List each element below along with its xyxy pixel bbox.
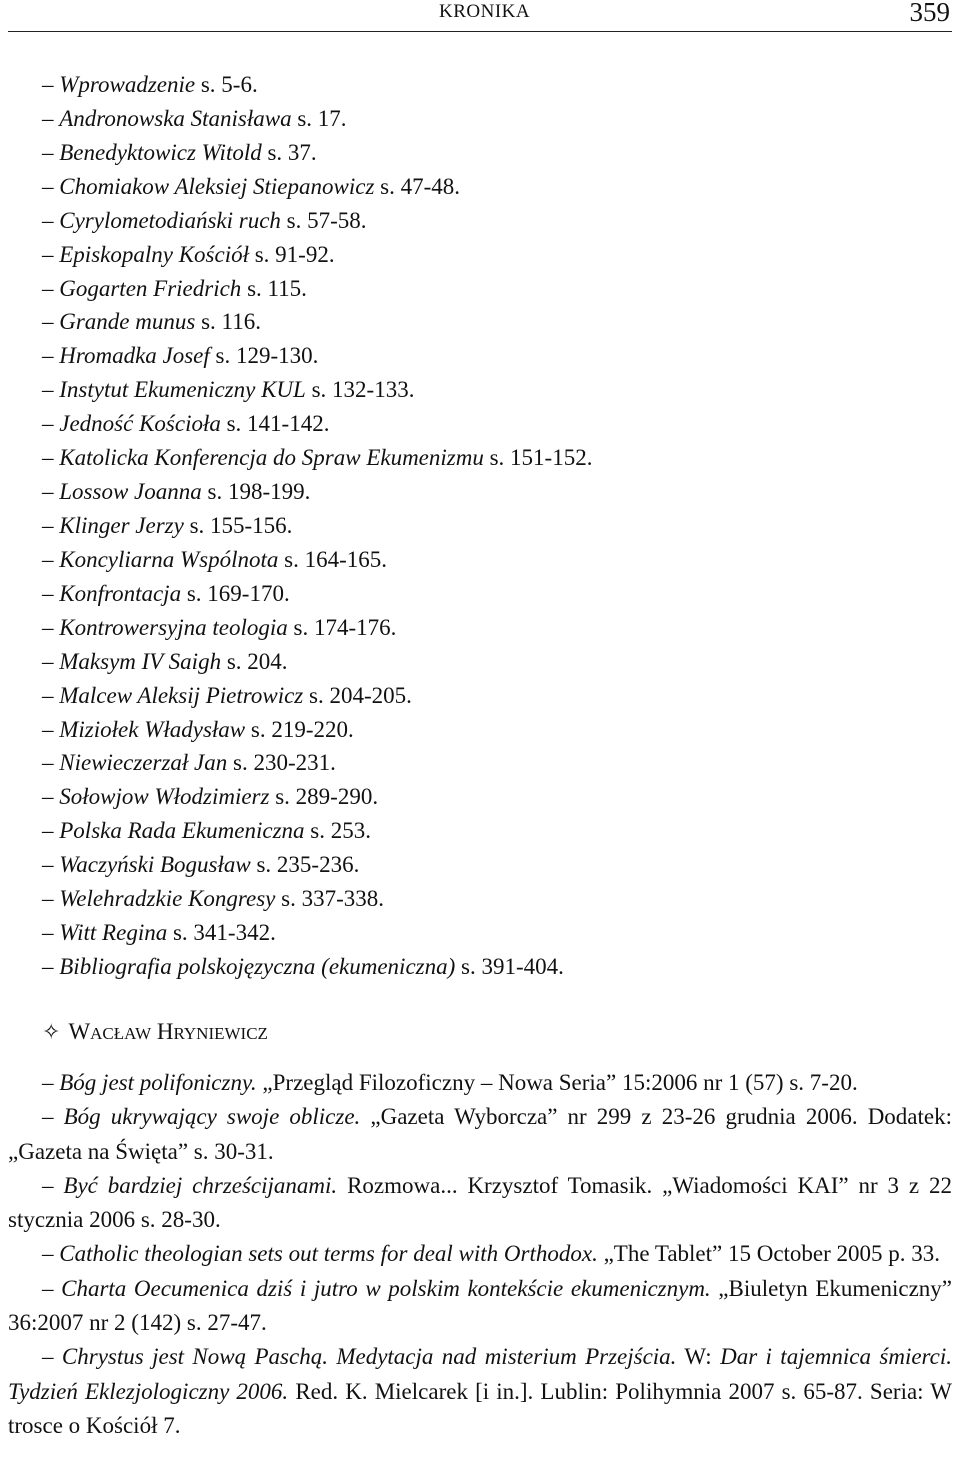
entry-pages: s. 115. [247,275,307,301]
entry-title: Witt Regina [59,920,168,946]
bibliography-list [8,1066,952,1443]
list-item: – Wprowadzenie s. 5-6. [42,72,258,97]
bibliography-item: – Być bardziej chrześcijanami. Rozmowa... Krzysztof Tomasik. „Wiadomości KAI” nr 3 z 22 stycznia 2006 s. 28-30. [8,1172,953,1233]
entry-pages: s. 341-342. [172,920,276,946]
entry-title: Waczyński Bogusław [59,852,251,878]
author-first-rest: ACŁAW [90,1024,152,1043]
entry-title: Cyrylometodiański ruch [59,207,281,233]
bib-details: „Biuletyn Ekumeniczny” 36:2007 nr 2 (142) s. 27-47. [8,1275,952,1336]
entry-title: Wprowadzenie [59,72,196,97]
entry-pages: s. 132-133. [311,377,415,403]
bibliography-item: – Bóg jest polifoniczny. „Przegląd Filozoficzny – Nowa Seria” 15:2006 nr 1 (57) s. 7-20. [42,1070,858,1095]
bib-title: Bóg jest polifoniczny. [59,1070,257,1095]
entry-title: Malcew Aleksij Pietrowicz [59,682,304,708]
list-item: – Miziołek Władysław s. 219-220. [42,716,354,742]
list-item: – Chomiakow Aleksiej Stiepanowicz s. 47-48. [42,173,461,199]
list-item: – Maksym IV Saigh s. 204. [42,648,288,674]
list-item: – Lossow Joanna s. 198-199. [42,479,311,505]
entry-pages: s. 151-152. [489,445,593,471]
entry-title: Katolicka Konferencja do Spraw Ekumenizmu [59,445,484,471]
entry-pages: s. 47-48. [380,173,461,199]
author-heading [42,1016,268,1050]
list-item: – Episkopalny Kościół s. 91-92. [42,241,335,267]
entry-pages: s. 235-236. [256,852,360,878]
bib-title: Charta Oecumenica dziś i jutro w polskim kontekście ekumenicznym. [61,1275,711,1301]
entry-pages: s. 91-92. [254,241,335,267]
bib-title: Być bardziej chrześcijanami. [63,1172,338,1198]
bib-in: W: [684,1344,712,1370]
page-number: 359 [909,0,950,27]
entry-title: Lossow Joanna [59,479,202,505]
list-item: – Instytut Ekumeniczny KUL s. 132-133. [42,377,415,403]
bib-title: Catholic theologian sets out terms for deal with Orthodox. [59,1241,598,1267]
entry-title: Maksym IV Saigh [59,648,222,674]
bib-title: Chrystus jest Nową Paschą. Medytacja nad misterium Przejścia. [61,1344,677,1370]
entry-title: Kontrowersyjna teologia [59,614,288,640]
entry-pages: s. 174-176. [293,614,397,640]
entry-title: Sołowjow Włodzimierz [59,784,270,810]
list-item: – Cyrylometodiański ruch s. 57-58. [42,207,367,233]
entry-title: Episkopalny Kościół [59,241,249,267]
author-last-rest: RYNIEWICZ [173,1024,268,1043]
list-item: – Polska Rada Ekumeniczna s. 253. [42,818,371,844]
list-item: – Bibliografia polskojęzyczna (ekumeniczna) s. 391-404. [42,953,564,979]
entry-pages: s. 5-6. [200,72,258,97]
list-item: – Sołowjow Włodzimierz s. 289-290. [42,784,379,810]
entry-pages: s. 57-58. [286,207,367,233]
diamond-star-icon: ✧ [42,1019,61,1044]
list-item: – Grande munus s. 116. [42,309,261,335]
entry-pages: s. 169-170. [186,580,290,606]
bib-details: „The Tablet” 15 October 2005 p. 33. [603,1241,941,1267]
entry-pages: s. 289-290. [275,784,379,810]
list-item: – Jedność Kościoła s. 141-142. [42,411,330,437]
bib-details: „Gazeta Wyborcza” nr 299 z 23-26 grudnia 2006. Dodatek: „Gazeta na Święta” s. 30-31. [8,1104,953,1164]
list-item: – Niewieczerzał Jan s. 230-231. [42,750,336,776]
bibliography-item: – Catholic theologian sets out terms for deal with Orthodox. „The Tablet” 15 October 2005 p. 33. [42,1241,941,1267]
list-item: – Benedyktowicz Witold s. 37. [42,139,317,165]
entry-title: Welehradzkie Kongresy [59,886,276,912]
entry-pages: s. 129-130. [215,343,319,369]
list-item: – Witt Regina s. 341-342. [42,920,276,946]
entry-title: Instytut Ekumeniczny KUL [59,377,306,403]
bibliography-item: – Bóg ukrywający swoje oblicze. „Gazeta Wyborcza” nr 299 z 23-26 grudnia 2006. Dodatek: „Gazeta na Święta” s. 30-31. [8,1104,953,1164]
entry-title: Miziołek Władysław [59,716,246,742]
entry-title: Konfrontacja [59,580,182,606]
entry-title: Grande munus [59,309,196,335]
list-item: – Katolicka Konferencja do Spraw Ekumenizmu s. 151-152. [42,445,593,471]
list-item: – Koncyliarna Wspólnota s. 164-165. [42,546,388,572]
author-first-initial: W [68,1019,91,1044]
list-item: – Hromadka Josef s. 129-130. [42,343,319,369]
bib-details: Red. K. Mielcarek [i in.]. Lublin: Polihymnia 2007 s. 65-87. Seria: W trosce o Kościół 7. [8,1378,952,1438]
entry-title: Polska Rada Ekumeniczna [59,818,305,844]
entry-list [42,69,952,985]
bib-title: Bóg ukrywający swoje oblicze. [63,1104,361,1130]
list-item: – Waczyński Bogusław s. 235-236. [42,852,360,878]
author-last-initial: H [156,1019,174,1044]
bib-source-title: Dar i tajemnica śmierci. Tydzień Eklezjologiczny 2006. [8,1344,953,1404]
bib-details: „Przegląd Filozoficzny – Nowa Seria” 15:2006 nr 1 (57) s. 7-20. [262,1070,858,1095]
bib-details: Rozmowa... Krzysztof Tomasik. „Wiadomości KAI” nr 3 z 22 stycznia 2006 s. 28-30. [8,1172,953,1233]
entry-title: Bibliografia polskojęzyczna (ekumeniczna) [59,953,456,979]
list-item: – Konfrontacja s. 169-170. [42,580,290,606]
entry-title: Koncyliarna Wspólnota [59,546,279,572]
list-item: – Welehradzkie Kongresy s. 337-338. [42,886,384,912]
entry-title: Chomiakow Aleksiej Stiepanowicz [59,173,375,199]
entry-pages: s. 253. [310,818,371,844]
entry-pages: s. 141-142. [226,411,330,437]
entry-pages: s. 164-165. [284,546,388,572]
entry-pages: s. 204. [226,648,288,674]
entry-pages: s. 337-338. [281,886,384,912]
entry-pages: s. 204-205. [309,682,412,708]
entry-title: Jedność Kościoła [59,411,221,437]
bibliography-item: – Charta Oecumenica dziś i jutro w polskim kontekście ekumenicznym. „Biuletyn Ekumeniczny” 36:2007 nr 2 (142) s. 27-47. [8,1275,952,1336]
entry-title: Klinger Jerzy [59,512,184,538]
list-item: – Gogarten Friedrich s. 115. [42,275,307,301]
entry-title: Niewieczerzał Jan [59,750,228,776]
bibliography-item: – Chrystus jest Nową Paschą. Medytacja nad misterium Przejścia. W: Dar i tajemnica śmierci. Tydzień Eklezjologiczny 2006. Red. K. Mielcarek [i in.]. Lublin: Polihymnia 2007 s. 65-87. Seria: W trosce o Kościół 7. [8,1344,953,1438]
entry-pages: s. 37. [267,139,317,165]
entry-pages: s. 230-231. [233,750,336,776]
list-item: – Andronowska Stanisława s. 17. [42,105,347,131]
entry-title: Gogarten Friedrich [59,275,242,301]
list-item: – Klinger Jerzy s. 155-156. [42,512,293,538]
entry-pages: s. 219-220. [250,716,354,742]
entry-pages: s. 116. [201,309,261,335]
list-item: – Kontrowersyjna teologia s. 174-176. [42,614,397,640]
entry-title: Hromadka Josef [59,343,210,369]
entry-title: Andronowska Stanisława [59,105,292,131]
entry-pages: s. 17. [297,105,347,131]
entry-pages: s. 155-156. [189,512,293,538]
running-title: KRONIKA [439,1,531,22]
entry-pages: s. 391-404. [461,953,564,979]
entry-title: Benedyktowicz Witold [59,139,262,165]
entry-pages: s. 198-199. [207,479,311,505]
list-item: – Malcew Aleksij Pietrowicz s. 204-205. [42,682,412,708]
page-header [8,0,952,32]
